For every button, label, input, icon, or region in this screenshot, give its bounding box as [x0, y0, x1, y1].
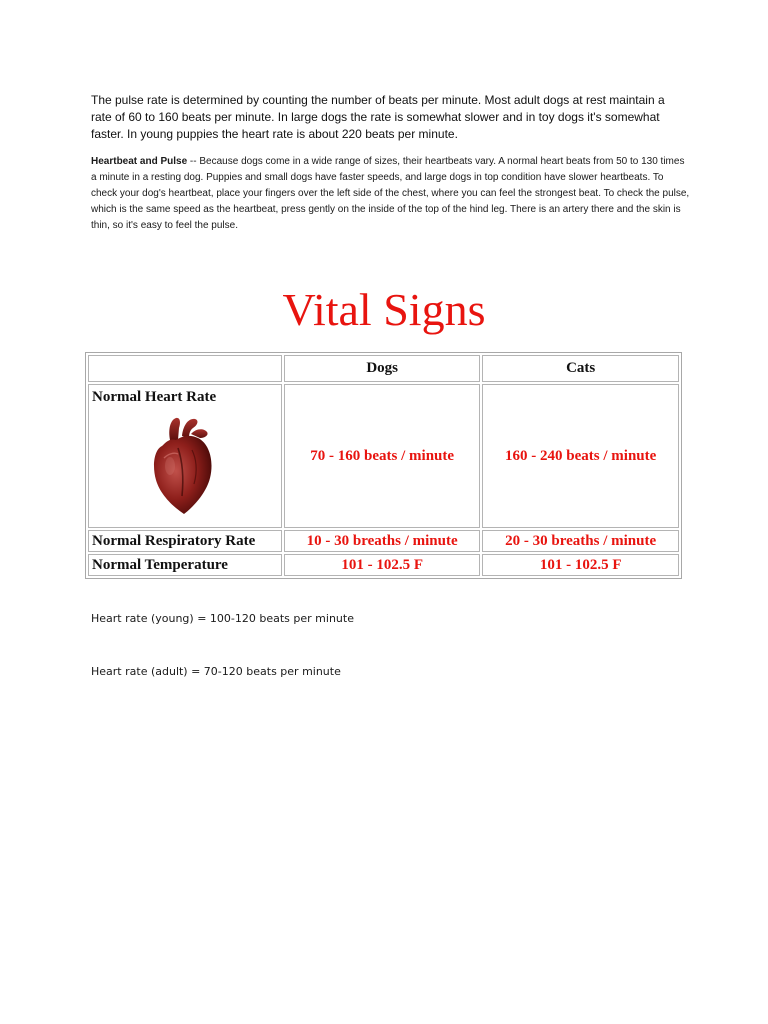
heart-rate-dogs: 70 - 160 beats / minute: [284, 384, 480, 528]
table-row-heart-rate: [88, 384, 679, 528]
row-label-temperature: Normal Temperature: [88, 554, 282, 576]
heartbeat-pulse-heading: Heartbeat and Pulse: [91, 156, 188, 167]
heart-icon: [148, 414, 220, 518]
note-heart-rate-young: Heart rate (young) = 100-120 beats per minute: [91, 612, 354, 625]
table-row-respiratory-rate: [88, 530, 679, 552]
column-header-dogs: Dogs: [284, 355, 480, 382]
table-header-row: [88, 355, 679, 382]
row-label-respiratory-rate: Normal Respiratory Rate: [88, 530, 282, 552]
row-label-cell: [88, 384, 282, 528]
vital-signs-table: [85, 352, 682, 579]
temperature-dogs: 101 - 102.5 F: [284, 554, 480, 576]
respiratory-rate-dogs: 10 - 30 breaths / minute: [284, 530, 480, 552]
heartbeat-pulse-paragraph: [91, 154, 691, 234]
temperature-cats: 101 - 102.5 F: [482, 554, 679, 576]
column-header-empty: [88, 355, 282, 382]
page-title: Vital Signs: [282, 284, 486, 335]
respiratory-rate-cats: 20 - 30 breaths / minute: [482, 530, 679, 552]
heart-image-wrap: [92, 406, 278, 516]
intro-paragraph: The pulse rate is determined by counting the number of beats per minute. Most adult dogs at rest maintain a rate of 60 to 160 beats per minute. In large dogs the rate is somewhat slower and in toy dogs it's somewhat faster. In young puppies the heart rate is about 220 beats per minute.: [91, 93, 665, 141]
column-header-cats: Cats: [482, 355, 679, 382]
heart-rate-cats: 160 - 240 beats / minute: [482, 384, 679, 528]
table-row-temperature: [88, 554, 679, 576]
heartbeat-pulse-text: -- Because dogs come in a wide range of sizes, their heartbeats vary. A normal heart beats from 50 to 130 times a minute in a resting dog. Puppies and small dogs have faster speeds, and large dogs in top condition have slower heartbeats. To check your dog's heartbeat, place your fingers over the left side of the chest, where you can feel the strongest beat. To check the pulse, which is the same speed as the heartbeat, press gently on the inside of the top of the hind leg. There is an artery there and the skin is thin, so it's easy to feel the pulse.: [91, 156, 690, 231]
row-label-heart-rate: Normal Heart Rate: [92, 389, 217, 405]
note-heart-rate-adult: Heart rate (adult) = 70-120 beats per minute: [91, 665, 341, 678]
